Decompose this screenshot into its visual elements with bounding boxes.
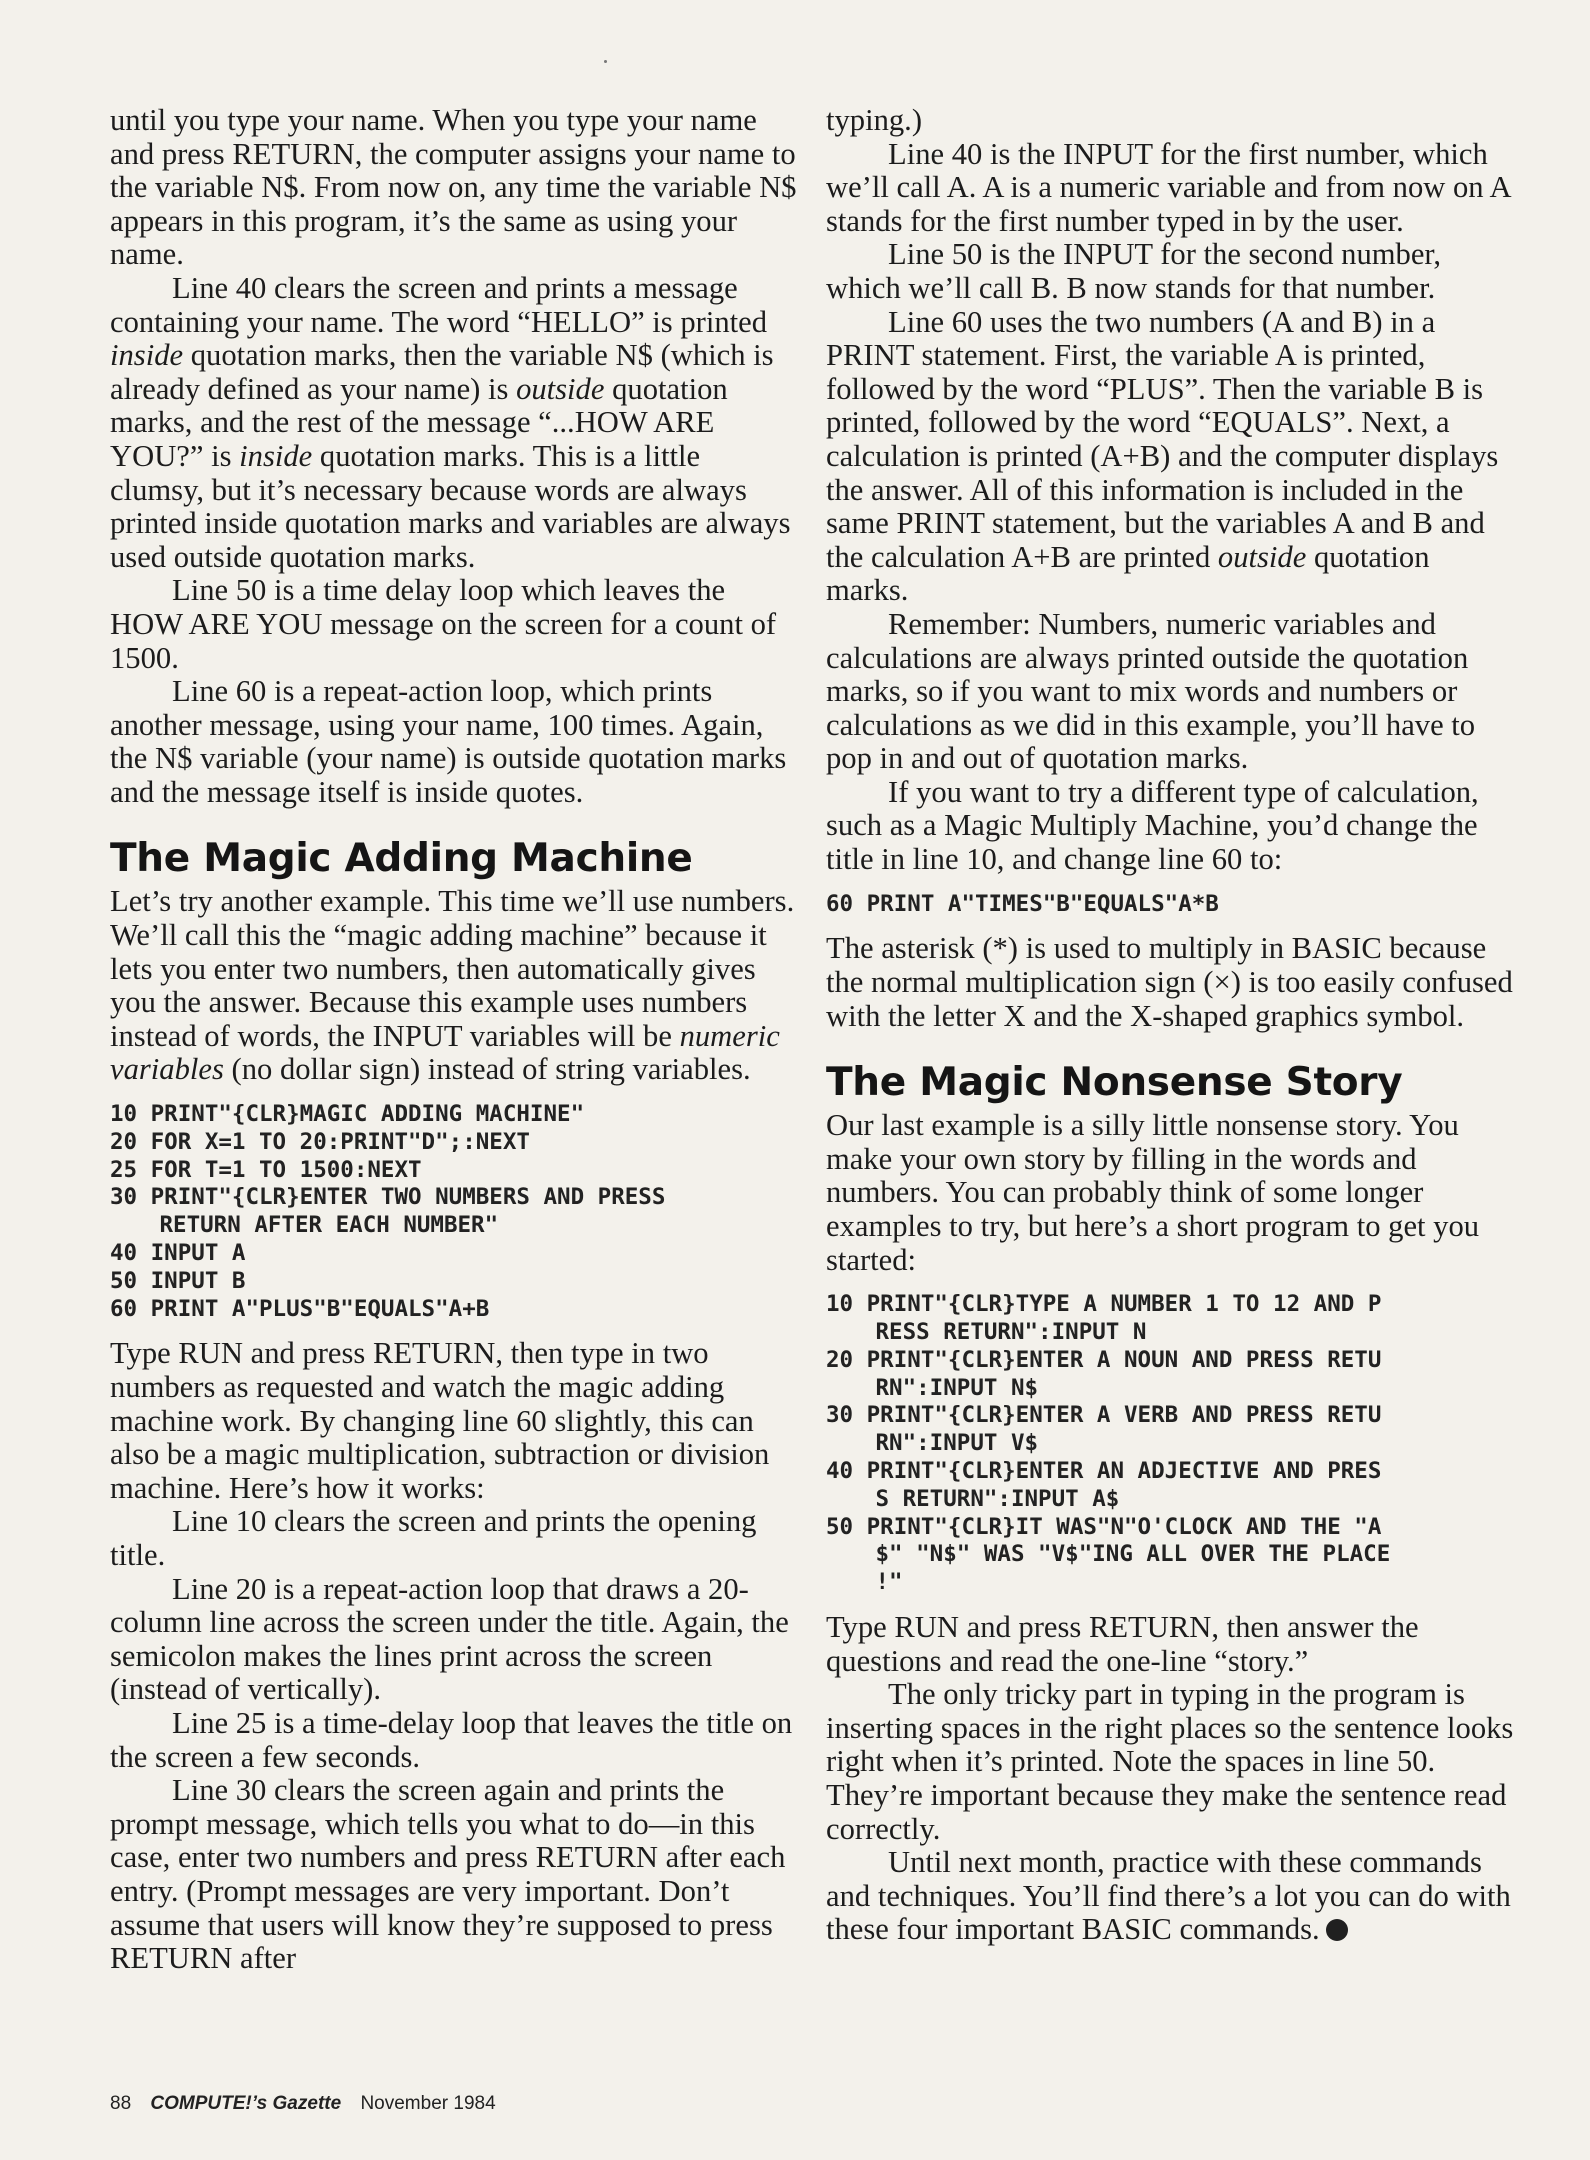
code-line: 60 PRINT A"TIMES"B"EQUALS"A*B bbox=[826, 890, 1219, 917]
issue-date: November 1984 bbox=[360, 2093, 496, 2114]
paragraph: Line 40 clears the screen and prints a message containing your name. The word “HELLO” is printed inside quotation marks, then the variable N$ (which is already defined as your name) is outside quotation marks, and the rest of the message “...HOW ARE YOU?” is inside quotation marks. This is a little clumsy, but it’s necessary because words are always printed inside quotation marks and variables are always used outside quotation marks. bbox=[110, 270, 791, 574]
code-line: 25 FOR T=1 TO 1500:NEXT bbox=[110, 1156, 422, 1183]
code-line: 50 INPUT B bbox=[110, 1267, 246, 1294]
code-line: 10 PRINT"{CLR}TYPE A NUMBER 1 TO 12 AND P bbox=[826, 1291, 1382, 1318]
code-line: RETURN AFTER EACH NUMBER" bbox=[159, 1212, 499, 1239]
section-heading: The Magic Nonsense Story bbox=[826, 1060, 1403, 1106]
code-line: 10 PRINT"{CLR}MAGIC ADDING MACHINE" bbox=[110, 1101, 585, 1128]
code-line: S RETURN":INPUT A$ bbox=[875, 1485, 1120, 1512]
left-column bbox=[110, 104, 800, 1976]
paragraph: Type RUN and press RETURN, then type in two numbers as requested and watch the magic adding machine work. By changing line 60 slightly, this can also be a magic multiplication, subtraction or division machine. Here’s how it works: bbox=[110, 1336, 770, 1505]
paragraph: Line 50 is a time delay loop which leaves the HOW ARE YOU message on the screen for a count of 1500. bbox=[110, 573, 777, 675]
code-line: 60 PRINT A"PLUS"B"EQUALS"A+B bbox=[110, 1295, 490, 1322]
paragraph: Line 25 is a time-delay loop that leaves the title on the screen a few seconds. bbox=[110, 1705, 793, 1774]
paragraph: Our last example is a silly little nonsense story. You make your own story by filling in the words and numbers. You can probably think of some longer examples to try, but here’s a short program to get you started: bbox=[826, 1108, 1480, 1277]
code-line: 30 PRINT"{CLR}ENTER TWO NUMBERS AND PRESS bbox=[110, 1184, 666, 1211]
end-mark-icon bbox=[1326, 1919, 1348, 1941]
paragraph: Remember: Numbers, numeric variables and calculations are always printed outside the quotation marks, so if you want to mix words and numbers or calculations as we did in this example, you’ll have to pop in and out of quotation marks. bbox=[826, 606, 1476, 776]
code-line: RN":INPUT N$ bbox=[875, 1374, 1039, 1401]
code-line: !" bbox=[875, 1569, 903, 1596]
code-line: $" "N$" WAS "V$"ING ALL OVER THE PLACE bbox=[875, 1541, 1391, 1568]
paragraph: Line 60 uses the two numbers (A and B) in a PRINT statement. First, the variable A is printed, followed by the word “PLUS”. Then the variable B is printed, followed by the word “EQUALS”. Next, a calculation is printed (A+B) and the computer displays the answer. All of this information is included in the same PRINT statement, but the variables A and B and the calculation A+B are printed outside quotation marks. bbox=[826, 304, 1499, 608]
paragraph: Line 30 clears the screen again and prints the prompt message, which tells you what to do—in this case, enter two numbers and press RETURN after each entry. (Prompt messages are very important. Don’t assume that users will know they’re supposed to press RETURN after bbox=[110, 1773, 786, 1976]
paragraph: The only tricky part in typing in the program is inserting spaces in the right places so the sentence looks right when it’s printed. Note the spaces in line 50. They’re important because they make the sentence read correctly. bbox=[826, 1677, 1514, 1846]
code-line: 40 INPUT A bbox=[110, 1240, 246, 1267]
paragraph: Line 60 is a repeat-action loop, which prints another message, using your name, 100 times. Again, the N$ variable (your name) is outside quotation marks and the message itself is inside quotes. bbox=[110, 674, 787, 809]
section-heading: The Magic Adding Machine bbox=[110, 836, 693, 882]
code-line: RESS RETURN":INPUT N bbox=[875, 1319, 1147, 1345]
magazine-name: COMPUTE!’s Gazette bbox=[150, 2093, 342, 2114]
page-number: 88 bbox=[110, 2093, 132, 2114]
code-line: 30 PRINT"{CLR}ENTER A VERB AND PRESS RETU bbox=[826, 1402, 1382, 1429]
paragraph: The asterisk (*) is used to multiply in BASIC because the normal multiplication sign (×) is too easily confused with the letter X and the X-shaped graphics symbol. bbox=[826, 931, 1513, 1033]
paragraph: Let’s try another example. This time we’ll use numbers. We’ll call this the “magic adding machine” because it lets you enter two numbers, then automatically gives you the answer. Because this example uses numbers instead of words, the INPUT variables will be numeric variables (no dollar sign) instead of string variables. bbox=[110, 884, 795, 1087]
paragraph: typing.) bbox=[826, 103, 923, 137]
paragraph: Type RUN and press RETURN, then answer the questions and read the one-line “story.” bbox=[826, 1609, 1419, 1678]
code-line: 20 FOR X=1 TO 20:PRINT"D";:NEXT bbox=[110, 1128, 530, 1155]
right-column bbox=[826, 104, 1516, 1947]
paragraph: Until next month, practice with these commands and techniques. You’ll find there’s a lot you can do with these four important BASIC commands. bbox=[826, 1845, 1511, 1947]
code-line: 50 PRINT"{CLR}IT WAS"N"O'CLOCK AND THE "A bbox=[826, 1513, 1382, 1540]
paragraph: Line 10 clears the screen and prints the opening title. bbox=[110, 1504, 757, 1572]
code-line: 20 PRINT"{CLR}ENTER A NOUN AND PRESS RETU bbox=[826, 1346, 1382, 1373]
code-listing bbox=[826, 891, 1516, 919]
paragraph: until you type your name. When you type your name and press RETURN, the computer assigns your name to the variable N$. From now on, any time the variable N$ appears in this program, it’s the same as using your name. bbox=[110, 103, 797, 272]
code-line: 40 PRINT"{CLR}ENTER AN ADJECTIVE AND PRES bbox=[826, 1457, 1382, 1484]
code-listing bbox=[826, 1291, 1516, 1597]
paragraph: Line 50 is the INPUT for the second number, which we’ll call B. B now stands for that number. bbox=[826, 237, 1442, 305]
code-line: RN":INPUT V$ bbox=[875, 1430, 1039, 1457]
page-footer bbox=[110, 2093, 496, 2115]
paragraph: Line 20 is a repeat-action loop that draws a 20-column line across the screen under the title. Again, the semicolon makes the lines print across the screen (instead of vertically). bbox=[110, 1571, 789, 1707]
print-speck bbox=[604, 60, 607, 63]
code-listing bbox=[110, 1101, 800, 1323]
paragraph: If you want to try a different type of calculation, such as a Magic Multiply Machine, you’d change the title in line 10, and change line 60 to: bbox=[826, 774, 1479, 877]
paragraph: Line 40 is the INPUT for the first number, which we’ll call A. A is a numeric variable and from now on A stands for the first number typed in by the user. bbox=[826, 136, 1510, 238]
